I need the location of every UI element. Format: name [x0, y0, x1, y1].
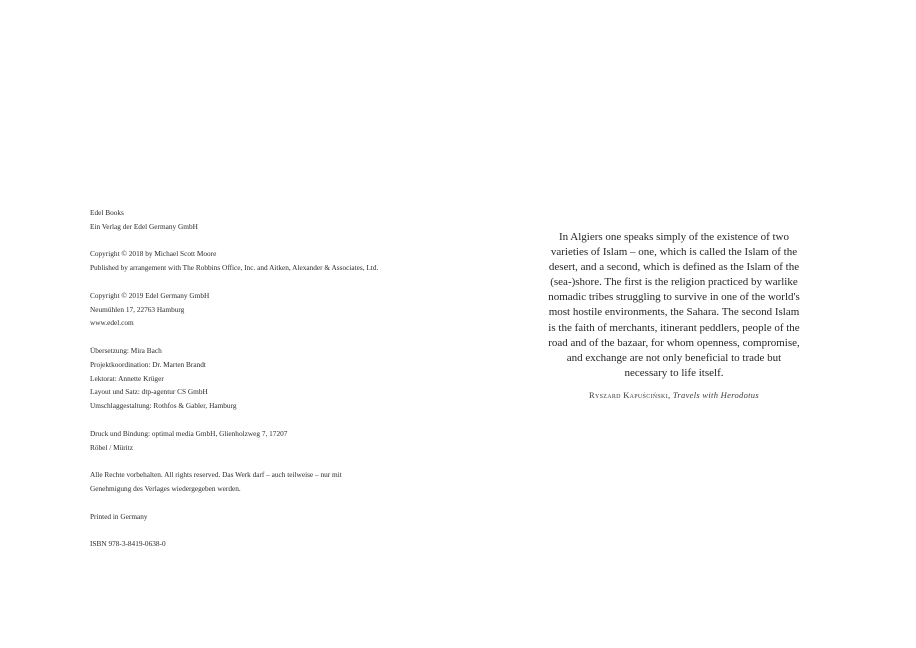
- translation-credit: Übersetzung: Mira Bach: [90, 345, 162, 355]
- copyright-edition: Copyright © 2019 Edel Germany GmbH: [90, 290, 210, 300]
- publisher-line: Ein Verlag der Edel Germany GmbH: [90, 221, 198, 231]
- spacer: [90, 275, 390, 289]
- epigraph-block: [548, 230, 800, 401]
- spacer: [90, 496, 390, 510]
- address: Neumühlen 17, 22763 Hamburg: [90, 304, 185, 314]
- copyright-author: Copyright © 2018 by Michael Scott Moore: [90, 249, 217, 259]
- printed-in: Printed in Germany: [90, 511, 148, 521]
- spacer: [90, 454, 390, 468]
- isbn: ISBN 978-3-8419-0638-0: [90, 539, 166, 549]
- typesetting-credit: Layout und Satz: dtp-agentur CS GmbH: [90, 387, 208, 397]
- editor-credit: Lektorat: Annette Krüger: [90, 373, 164, 383]
- spacer: [90, 413, 390, 427]
- cover-design-credit: Umschlaggestaltung: Rothfos & Gabler, Hamburg: [90, 401, 237, 411]
- spacer: [90, 330, 390, 344]
- epigraph-author: Ryszard Kapuściński,: [589, 389, 671, 400]
- website: www.edel.com: [90, 318, 134, 328]
- printing-credit: Druck und Bindung: optimal media GmbH, Glienholzweg 7, 17207 Röbel / Müritz: [90, 428, 288, 452]
- epigraph-source: [548, 389, 800, 401]
- rights-notice: Alle Rechte vorbehalten. All rights reserved. Das Werk darf – auch teilweise – nur mit Genehmigung des Verlages wiedergegeben werden.: [90, 470, 342, 493]
- spacer: [90, 523, 390, 537]
- epigraph-title: Travels with Herodotus: [672, 389, 759, 400]
- spacer: [90, 234, 390, 248]
- epigraph-quote: In Algiers one speaks simply of the existence of two varieties of Islam – one, which is called the Islam of the desert, and a second, which is defined as the Islam of the (sea-)shore. The first is the religion practiced by warlike nomadic tribes struggling to survive in one of the world's most hostile environments, the Sahara. The second Islam is the faith of merchants, itinerant peddlers, people of the road and of the bazaar, for whom openness, compromise, and exchange are not only beneficial to trade but necessary to life itself.: [548, 231, 800, 379]
- project-coordination-credit: Projektkoordination: Dr. Marten Brandt: [90, 359, 206, 369]
- imprint-block: [90, 206, 390, 551]
- publisher-name: Edel Books: [90, 208, 124, 217]
- arrangement-line: Published by arrangement with The Robbins Office, Inc. and Aitken, Alexander & Associates, Ltd.: [90, 263, 379, 273]
